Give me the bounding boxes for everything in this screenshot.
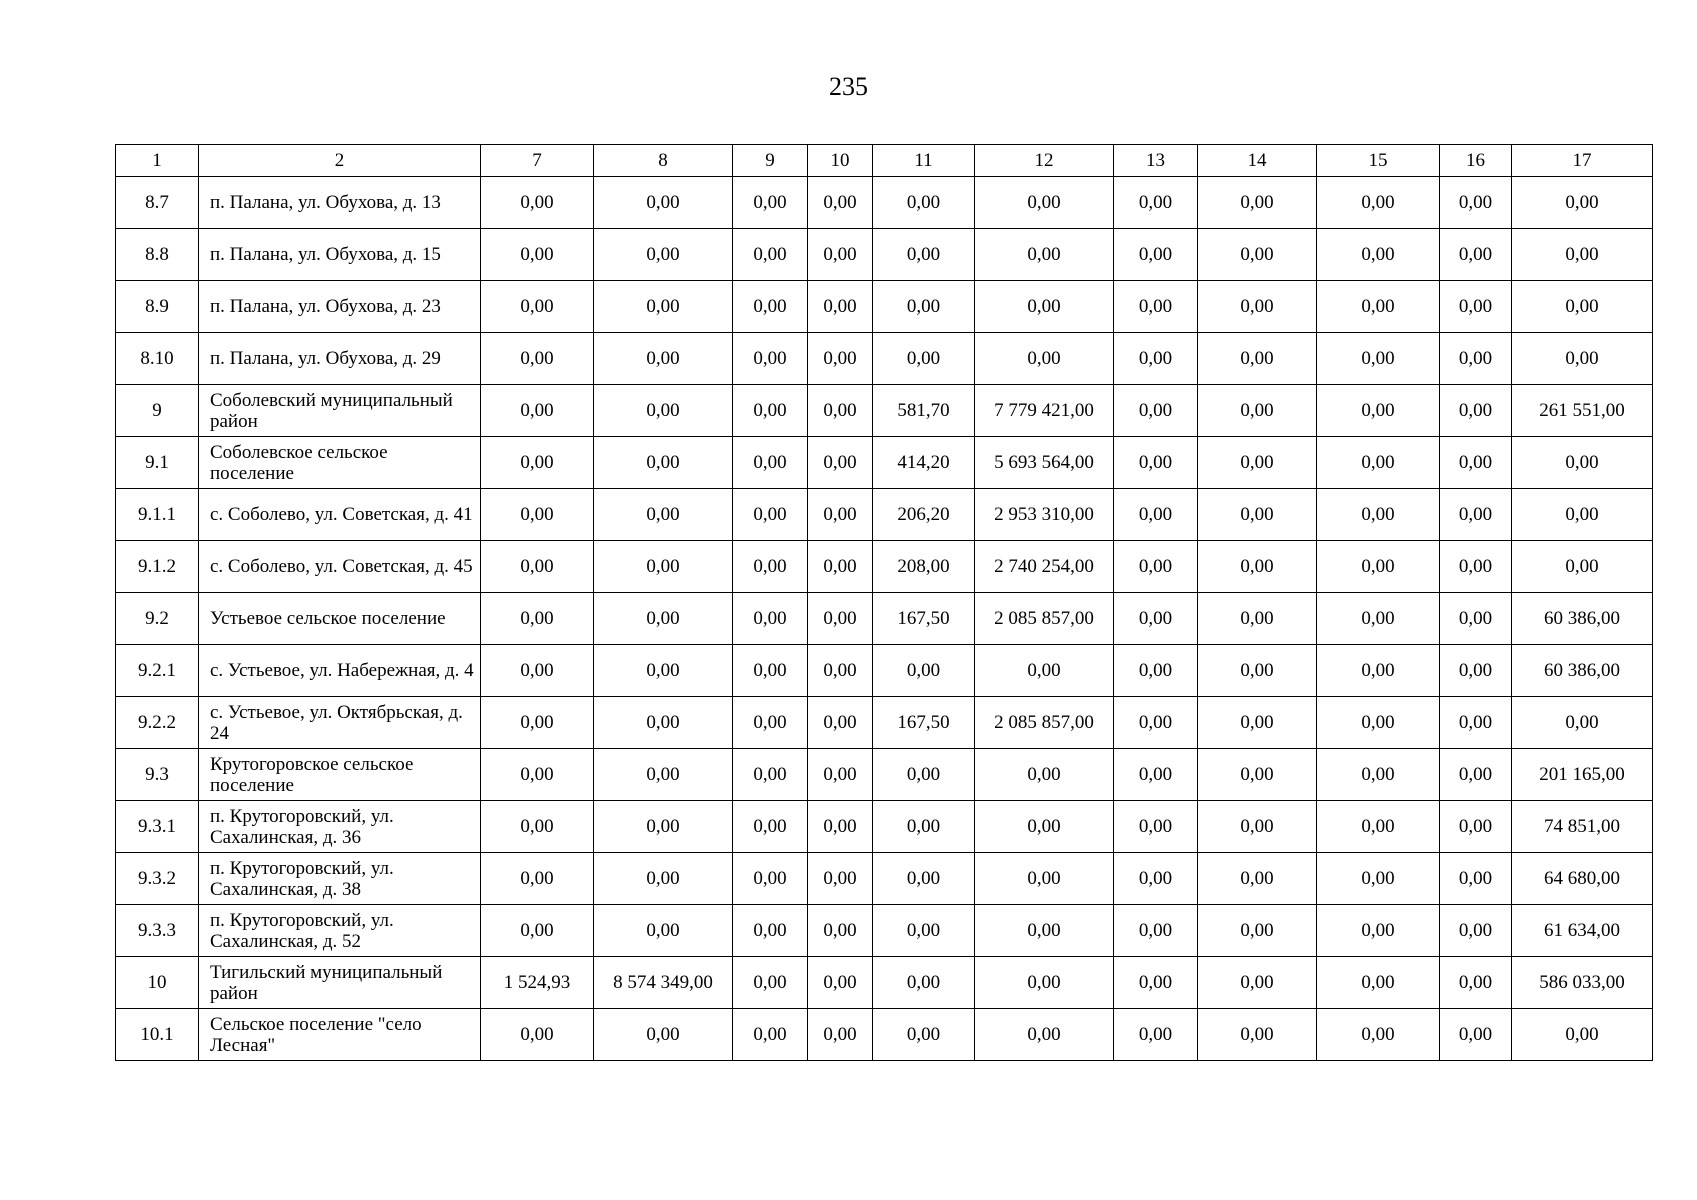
value-cell: 0,00 xyxy=(1317,385,1440,437)
value-cell: 0,00 xyxy=(1198,177,1317,229)
value-cell: 0,00 xyxy=(1440,333,1512,385)
table-row xyxy=(116,437,1653,489)
value-cell: 0,00 xyxy=(1440,229,1512,281)
value-cell: 0,00 xyxy=(481,801,594,853)
value-cell: 0,00 xyxy=(975,1009,1114,1061)
table-row xyxy=(116,1009,1653,1061)
value-cell: 0,00 xyxy=(873,853,975,905)
column-header: 9 xyxy=(733,145,808,177)
value-cell: 74 851,00 xyxy=(1512,801,1653,853)
value-cell: 0,00 xyxy=(1440,905,1512,957)
value-cell: 0,00 xyxy=(1317,957,1440,1009)
value-cell: 0,00 xyxy=(975,333,1114,385)
table-row xyxy=(116,749,1653,801)
table-row xyxy=(116,281,1653,333)
value-cell: 0,00 xyxy=(975,645,1114,697)
value-cell: 0,00 xyxy=(1198,957,1317,1009)
value-cell: 0,00 xyxy=(1317,489,1440,541)
value-cell: 0,00 xyxy=(1114,645,1198,697)
row-name-cell: Сельское поселение "село Лесная" xyxy=(199,1009,481,1061)
value-cell: 0,00 xyxy=(733,749,808,801)
value-cell: 0,00 xyxy=(808,437,873,489)
value-cell: 0,00 xyxy=(873,801,975,853)
value-cell: 0,00 xyxy=(733,593,808,645)
value-cell: 0,00 xyxy=(733,957,808,1009)
value-cell: 0,00 xyxy=(594,593,733,645)
value-cell: 0,00 xyxy=(975,853,1114,905)
value-cell: 0,00 xyxy=(1198,333,1317,385)
value-cell: 0,00 xyxy=(808,957,873,1009)
value-cell: 0,00 xyxy=(1114,489,1198,541)
value-cell: 0,00 xyxy=(808,905,873,957)
value-cell: 0,00 xyxy=(873,957,975,1009)
value-cell: 0,00 xyxy=(733,905,808,957)
value-cell: 0,00 xyxy=(594,853,733,905)
row-number-cell: 9 xyxy=(116,385,199,437)
row-number-cell: 10.1 xyxy=(116,1009,199,1061)
column-header: 11 xyxy=(873,145,975,177)
table-row xyxy=(116,801,1653,853)
value-cell: 0,00 xyxy=(1198,385,1317,437)
row-name-cell: Тигильский муниципальный район xyxy=(199,957,481,1009)
value-cell: 0,00 xyxy=(1440,177,1512,229)
row-name-cell: с. Устьевое, ул. Набережная, д. 4 xyxy=(199,645,481,697)
column-header: 1 xyxy=(116,145,199,177)
value-cell: 0,00 xyxy=(481,593,594,645)
row-number-cell: 9.2 xyxy=(116,593,199,645)
row-number-cell: 9.3.3 xyxy=(116,905,199,957)
value-cell: 0,00 xyxy=(808,697,873,749)
value-cell: 0,00 xyxy=(1512,1009,1653,1061)
value-cell: 0,00 xyxy=(481,437,594,489)
value-cell: 0,00 xyxy=(481,853,594,905)
value-cell: 0,00 xyxy=(594,489,733,541)
value-cell: 0,00 xyxy=(808,333,873,385)
value-cell: 0,00 xyxy=(1198,541,1317,593)
value-cell: 0,00 xyxy=(1440,957,1512,1009)
table-row xyxy=(116,697,1653,749)
value-cell: 0,00 xyxy=(808,385,873,437)
value-cell: 0,00 xyxy=(1440,593,1512,645)
value-cell: 208,00 xyxy=(873,541,975,593)
row-number-cell: 8.10 xyxy=(116,333,199,385)
page-number: 235 xyxy=(829,72,868,101)
value-cell: 0,00 xyxy=(481,177,594,229)
value-cell: 0,00 xyxy=(1512,541,1653,593)
value-cell: 0,00 xyxy=(594,177,733,229)
row-name-cell: п. Крутогоровский, ул. Сахалинская, д. 38 xyxy=(199,853,481,905)
value-cell: 0,00 xyxy=(1198,1009,1317,1061)
value-cell: 0,00 xyxy=(873,177,975,229)
value-cell: 2 085 857,00 xyxy=(975,593,1114,645)
value-cell: 0,00 xyxy=(1198,645,1317,697)
row-number-cell: 9.2.2 xyxy=(116,697,199,749)
value-cell: 0,00 xyxy=(1440,489,1512,541)
value-cell: 0,00 xyxy=(1317,801,1440,853)
value-cell: 0,00 xyxy=(1317,281,1440,333)
value-cell: 0,00 xyxy=(873,333,975,385)
value-cell: 0,00 xyxy=(1198,489,1317,541)
value-cell: 0,00 xyxy=(594,1009,733,1061)
value-cell: 206,20 xyxy=(873,489,975,541)
value-cell: 0,00 xyxy=(1114,437,1198,489)
row-number-cell: 9.3.2 xyxy=(116,853,199,905)
value-cell: 0,00 xyxy=(1440,1009,1512,1061)
value-cell: 0,00 xyxy=(1317,437,1440,489)
value-cell: 0,00 xyxy=(1198,905,1317,957)
value-cell: 261 551,00 xyxy=(1512,385,1653,437)
value-cell: 0,00 xyxy=(481,645,594,697)
value-cell: 0,00 xyxy=(1512,697,1653,749)
column-header: 14 xyxy=(1198,145,1317,177)
value-cell: 0,00 xyxy=(594,333,733,385)
value-cell: 0,00 xyxy=(1317,853,1440,905)
value-cell: 61 634,00 xyxy=(1512,905,1653,957)
value-cell: 64 680,00 xyxy=(1512,853,1653,905)
value-cell: 0,00 xyxy=(733,697,808,749)
value-cell: 0,00 xyxy=(1114,229,1198,281)
value-cell: 0,00 xyxy=(1317,645,1440,697)
value-cell: 0,00 xyxy=(1114,541,1198,593)
value-cell: 0,00 xyxy=(1512,333,1653,385)
value-cell: 0,00 xyxy=(594,749,733,801)
table-row xyxy=(116,645,1653,697)
value-cell: 2 740 254,00 xyxy=(975,541,1114,593)
value-cell: 0,00 xyxy=(594,281,733,333)
value-cell: 0,00 xyxy=(1198,801,1317,853)
value-cell: 0,00 xyxy=(808,489,873,541)
value-cell: 0,00 xyxy=(1440,853,1512,905)
value-cell: 0,00 xyxy=(733,853,808,905)
value-cell: 0,00 xyxy=(808,645,873,697)
value-cell: 0,00 xyxy=(975,749,1114,801)
row-number-cell: 9.1.2 xyxy=(116,541,199,593)
row-number-cell: 8.7 xyxy=(116,177,199,229)
value-cell: 0,00 xyxy=(1317,541,1440,593)
value-cell: 0,00 xyxy=(1198,437,1317,489)
table-body xyxy=(116,177,1653,1061)
row-number-cell: 9.3.1 xyxy=(116,801,199,853)
table-row xyxy=(116,333,1653,385)
value-cell: 0,00 xyxy=(808,593,873,645)
value-cell: 0,00 xyxy=(594,905,733,957)
table-row xyxy=(116,957,1653,1009)
row-name-cell: Соболевский муниципальный район xyxy=(199,385,481,437)
value-cell: 5 693 564,00 xyxy=(975,437,1114,489)
value-cell: 0,00 xyxy=(481,749,594,801)
value-cell: 0,00 xyxy=(1317,177,1440,229)
value-cell: 0,00 xyxy=(1198,281,1317,333)
value-cell: 0,00 xyxy=(1114,177,1198,229)
value-cell: 0,00 xyxy=(1440,749,1512,801)
value-cell: 1 524,93 xyxy=(481,957,594,1009)
column-header: 10 xyxy=(808,145,873,177)
value-cell: 0,00 xyxy=(594,801,733,853)
value-cell: 0,00 xyxy=(733,177,808,229)
value-cell: 60 386,00 xyxy=(1512,645,1653,697)
value-cell: 586 033,00 xyxy=(1512,957,1653,1009)
row-name-cell: п. Палана, ул. Обухова, д. 23 xyxy=(199,281,481,333)
row-name-cell: с. Устьевое, ул. Октябрьская, д. 24 xyxy=(199,697,481,749)
value-cell: 0,00 xyxy=(1198,697,1317,749)
row-name-cell: с. Соболево, ул. Советская, д. 45 xyxy=(199,541,481,593)
value-cell: 0,00 xyxy=(1317,697,1440,749)
value-cell: 0,00 xyxy=(1440,281,1512,333)
value-cell: 0,00 xyxy=(594,385,733,437)
value-cell: 2 953 310,00 xyxy=(975,489,1114,541)
value-cell: 0,00 xyxy=(1114,853,1198,905)
value-cell: 0,00 xyxy=(808,541,873,593)
value-cell: 0,00 xyxy=(1440,437,1512,489)
value-cell: 0,00 xyxy=(1440,541,1512,593)
value-cell: 0,00 xyxy=(481,489,594,541)
value-cell: 7 779 421,00 xyxy=(975,385,1114,437)
table-row xyxy=(116,905,1653,957)
value-cell: 0,00 xyxy=(1440,801,1512,853)
table-row xyxy=(116,853,1653,905)
row-name-cell: п. Палана, ул. Обухова, д. 15 xyxy=(199,229,481,281)
value-cell: 0,00 xyxy=(1114,281,1198,333)
value-cell: 0,00 xyxy=(1440,697,1512,749)
row-number-cell: 8.9 xyxy=(116,281,199,333)
value-cell: 0,00 xyxy=(1114,905,1198,957)
value-cell: 0,00 xyxy=(1512,177,1653,229)
row-number-cell: 10 xyxy=(116,957,199,1009)
table-row xyxy=(116,385,1653,437)
column-header: 7 xyxy=(481,145,594,177)
value-cell: 0,00 xyxy=(873,905,975,957)
value-cell: 0,00 xyxy=(594,541,733,593)
value-cell: 0,00 xyxy=(733,437,808,489)
value-cell: 0,00 xyxy=(733,801,808,853)
value-cell: 0,00 xyxy=(1114,333,1198,385)
value-cell: 8 574 349,00 xyxy=(594,957,733,1009)
value-cell: 0,00 xyxy=(808,853,873,905)
value-cell: 0,00 xyxy=(1317,333,1440,385)
value-cell: 0,00 xyxy=(594,697,733,749)
value-cell: 0,00 xyxy=(1114,749,1198,801)
column-header: 15 xyxy=(1317,145,1440,177)
value-cell: 0,00 xyxy=(1440,385,1512,437)
value-cell: 0,00 xyxy=(481,385,594,437)
value-cell: 0,00 xyxy=(733,333,808,385)
value-cell: 0,00 xyxy=(1317,593,1440,645)
row-number-cell: 9.2.1 xyxy=(116,645,199,697)
value-cell: 0,00 xyxy=(975,905,1114,957)
value-cell: 0,00 xyxy=(808,229,873,281)
value-cell: 201 165,00 xyxy=(1512,749,1653,801)
table-header-row xyxy=(116,145,1653,177)
row-number-cell: 9.3 xyxy=(116,749,199,801)
column-header: 12 xyxy=(975,145,1114,177)
value-cell: 60 386,00 xyxy=(1512,593,1653,645)
row-name-cell: Устьевое сельское поселение xyxy=(199,593,481,645)
value-cell: 2 085 857,00 xyxy=(975,697,1114,749)
value-cell: 0,00 xyxy=(1114,801,1198,853)
value-cell: 0,00 xyxy=(733,385,808,437)
table-row xyxy=(116,489,1653,541)
value-cell: 0,00 xyxy=(1317,229,1440,281)
value-cell: 0,00 xyxy=(808,1009,873,1061)
value-cell: 0,00 xyxy=(975,229,1114,281)
value-cell: 0,00 xyxy=(733,645,808,697)
value-cell: 167,50 xyxy=(873,697,975,749)
column-header: 17 xyxy=(1512,145,1653,177)
value-cell: 0,00 xyxy=(808,281,873,333)
value-cell: 0,00 xyxy=(1440,645,1512,697)
table-row xyxy=(116,593,1653,645)
value-cell: 0,00 xyxy=(481,281,594,333)
value-cell: 0,00 xyxy=(975,281,1114,333)
value-cell: 0,00 xyxy=(1198,853,1317,905)
row-name-cell: п. Палана, ул. Обухова, д. 13 xyxy=(199,177,481,229)
value-cell: 0,00 xyxy=(1198,749,1317,801)
value-cell: 0,00 xyxy=(1512,437,1653,489)
table-row xyxy=(116,229,1653,281)
table-row xyxy=(116,177,1653,229)
value-cell: 0,00 xyxy=(873,1009,975,1061)
value-cell: 0,00 xyxy=(733,281,808,333)
row-name-cell: п. Палана, ул. Обухова, д. 29 xyxy=(199,333,481,385)
value-cell: 0,00 xyxy=(1114,697,1198,749)
value-cell: 0,00 xyxy=(733,1009,808,1061)
value-cell: 0,00 xyxy=(1114,957,1198,1009)
value-cell: 0,00 xyxy=(594,437,733,489)
row-name-cell: Соболевское сельское поселение xyxy=(199,437,481,489)
row-name-cell: п. Крутогоровский, ул. Сахалинская, д. 36 xyxy=(199,801,481,853)
value-cell: 0,00 xyxy=(1512,489,1653,541)
column-header: 16 xyxy=(1440,145,1512,177)
value-cell: 0,00 xyxy=(481,541,594,593)
value-cell: 0,00 xyxy=(808,801,873,853)
value-cell: 0,00 xyxy=(481,333,594,385)
value-cell: 414,20 xyxy=(873,437,975,489)
value-cell: 0,00 xyxy=(1317,905,1440,957)
row-number-cell: 9.1 xyxy=(116,437,199,489)
value-cell: 0,00 xyxy=(1114,1009,1198,1061)
value-cell: 0,00 xyxy=(1512,229,1653,281)
value-cell: 0,00 xyxy=(594,645,733,697)
value-cell: 0,00 xyxy=(1317,1009,1440,1061)
row-name-cell: п. Крутогоровский, ул. Сахалинская, д. 52 xyxy=(199,905,481,957)
value-cell: 0,00 xyxy=(1114,385,1198,437)
row-name-cell: с. Соболево, ул. Советская, д. 41 xyxy=(199,489,481,541)
row-name-cell: Крутогоровское сельское поселение xyxy=(199,749,481,801)
table-row xyxy=(116,541,1653,593)
value-cell: 0,00 xyxy=(481,229,594,281)
value-cell: 0,00 xyxy=(733,489,808,541)
value-cell: 0,00 xyxy=(975,177,1114,229)
row-number-cell: 9.1.1 xyxy=(116,489,199,541)
value-cell: 0,00 xyxy=(1317,749,1440,801)
data-table xyxy=(115,144,1653,1061)
value-cell: 0,00 xyxy=(481,905,594,957)
value-cell: 0,00 xyxy=(873,229,975,281)
value-cell: 581,70 xyxy=(873,385,975,437)
value-cell: 0,00 xyxy=(1198,593,1317,645)
column-header: 8 xyxy=(594,145,733,177)
row-number-cell: 8.8 xyxy=(116,229,199,281)
column-header: 13 xyxy=(1114,145,1198,177)
value-cell: 0,00 xyxy=(975,957,1114,1009)
value-cell: 0,00 xyxy=(808,749,873,801)
value-cell: 0,00 xyxy=(873,749,975,801)
value-cell: 0,00 xyxy=(873,281,975,333)
value-cell: 0,00 xyxy=(1114,593,1198,645)
value-cell: 0,00 xyxy=(1512,281,1653,333)
value-cell: 0,00 xyxy=(733,229,808,281)
value-cell: 0,00 xyxy=(975,801,1114,853)
value-cell: 0,00 xyxy=(481,1009,594,1061)
value-cell: 0,00 xyxy=(873,645,975,697)
value-cell: 0,00 xyxy=(733,541,808,593)
value-cell: 0,00 xyxy=(808,177,873,229)
column-header: 2 xyxy=(199,145,481,177)
value-cell: 0,00 xyxy=(1198,229,1317,281)
value-cell: 167,50 xyxy=(873,593,975,645)
value-cell: 0,00 xyxy=(594,229,733,281)
value-cell: 0,00 xyxy=(481,697,594,749)
